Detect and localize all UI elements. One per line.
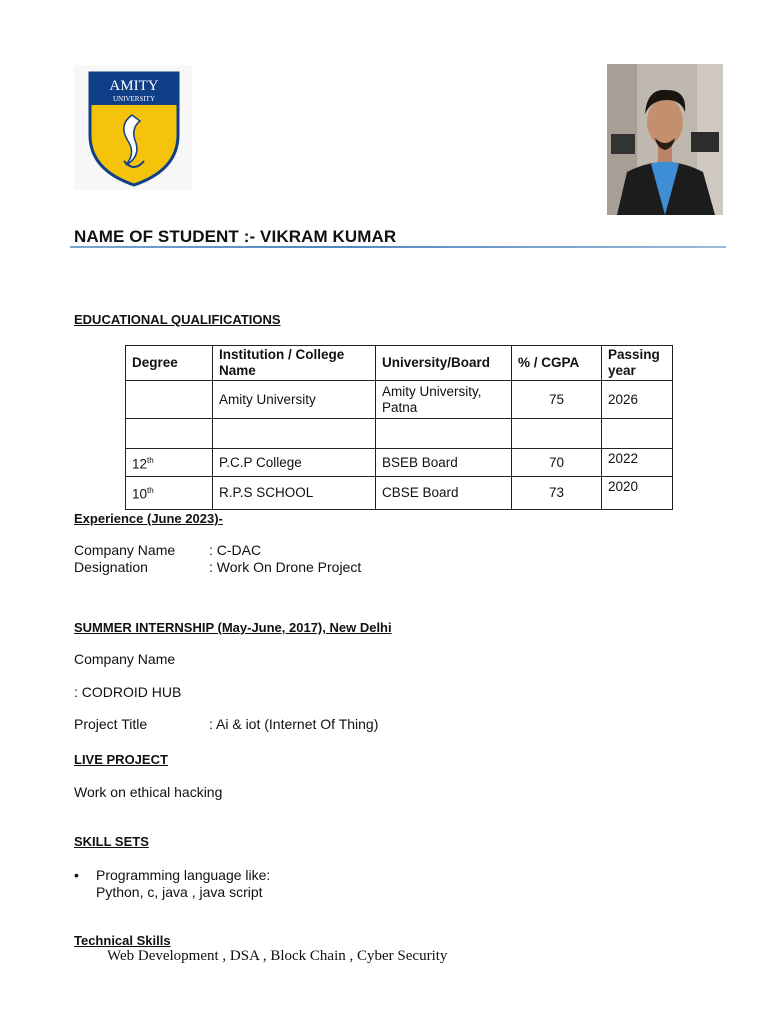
cell-score: 75 <box>512 381 602 419</box>
logo-text-university: UNIVERSITY <box>113 95 155 103</box>
cell-year: 2026 <box>602 381 673 419</box>
education-table <box>125 345 673 510</box>
name-underline-divider <box>70 246 726 248</box>
table-row <box>126 419 673 449</box>
cell-institution: Amity University <box>213 381 376 419</box>
skills-heading: SKILL SETS <box>74 834 149 849</box>
cell-institution: P.C.P College <box>213 449 376 477</box>
internship-project-value: : Ai & iot (Internet Of Thing) <box>209 716 379 732</box>
header-year: Passing year <box>602 346 673 381</box>
cell-score: 70 <box>512 449 602 477</box>
logo-text-amity: AMITY <box>109 78 159 94</box>
cell-degree: 10th <box>126 477 213 510</box>
internship-project-label: Project Title <box>74 716 148 732</box>
cell-board: BSEB Board <box>376 449 512 477</box>
cell-institution: R.P.S SCHOOL <box>213 477 376 510</box>
education-heading: EDUCATIONAL QUALIFICATIONS <box>74 312 281 327</box>
skills-bullet-line2: Python, c, java , java script <box>96 884 263 900</box>
cell-degree <box>126 381 213 419</box>
cell-year: 2022 <box>602 449 673 477</box>
technical-skills-text: Web Development , DSA , Block Chain , Cyber Security <box>107 948 448 964</box>
student-name-heading: NAME OF STUDENT :- VIKRAM KUMAR <box>74 227 397 246</box>
cell-degree <box>126 419 213 449</box>
header-score: % / CGPA <box>512 346 602 381</box>
experience-heading: Experience (June 2023)- <box>74 511 223 526</box>
skills-bullet-item <box>96 867 270 901</box>
experience-designation-label: Designation <box>74 559 148 575</box>
live-project-text: Work on ethical hacking <box>74 784 223 800</box>
technical-skills-heading: Technical Skills <box>74 933 171 948</box>
bullet-icon: • <box>74 867 79 883</box>
cell-degree: 12th <box>126 449 213 477</box>
experience-company-value: : C-DAC <box>209 542 262 558</box>
skills-bullet-line1: Programming language like: <box>96 867 271 883</box>
cell-year <box>602 419 673 449</box>
student-photo <box>607 64 723 215</box>
cell-score <box>512 419 602 449</box>
header-degree: Degree <box>126 346 213 381</box>
amity-university-logo <box>74 65 192 190</box>
cell-board <box>376 419 512 449</box>
cell-score: 73 <box>512 477 602 510</box>
cell-institution <box>213 419 376 449</box>
experience-designation-value: : Work On Drone Project <box>209 559 362 575</box>
internship-company-label: Company Name <box>74 651 176 667</box>
experience-company-label: Company Name <box>74 542 176 558</box>
internship-heading: SUMMER INTERNSHIP (May-June, 2017), New Delhi <box>74 620 392 635</box>
table-row <box>126 449 673 477</box>
internship-company-value: : CODROID HUB <box>74 684 182 700</box>
cell-board: Amity University, Patna <box>376 381 512 419</box>
cell-year: 2020 <box>602 477 673 510</box>
cell-board: CBSE Board <box>376 477 512 510</box>
live-project-heading: LIVE PROJECT <box>74 752 168 767</box>
table-row <box>126 477 673 510</box>
table-row <box>126 381 673 419</box>
header-institution: Institution / College Name <box>213 346 376 381</box>
header-board: University/Board <box>376 346 512 381</box>
table-header-row <box>126 346 673 381</box>
